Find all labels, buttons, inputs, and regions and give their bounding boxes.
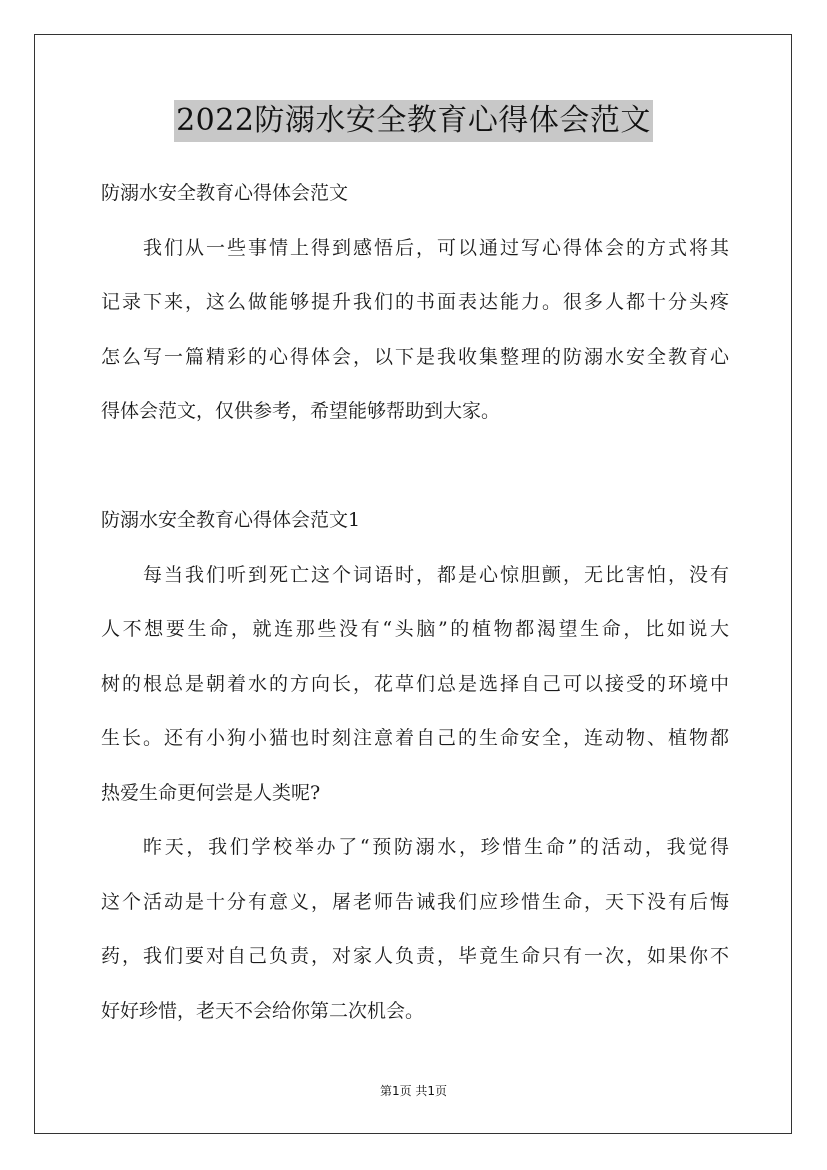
paragraph-first-line: 我们从一些事情上得到感悟后，可以通过写心得体会的方式将其	[143, 236, 729, 259]
text-line: 生长。还有小狗小猫也时刻注意着自己的生命安全，连动物、植物都	[101, 727, 729, 749]
text-line: 防溺水安全教育心得体会范文	[101, 182, 349, 204]
document-title: 2022防溺水安全教育心得体会范文	[174, 100, 653, 142]
text-line: 防溺水安全教育心得体会范文1	[101, 509, 361, 531]
document-body	[101, 166, 729, 1038]
text-line: 记录下来，这么做能够提升我们的书面表达能力。很多人都十分头疼	[101, 291, 729, 313]
blank-line	[101, 439, 729, 494]
paragraph-first-line: 每当我们听到死亡这个词语时，都是心惊胆颤，无比害怕，没有	[143, 563, 729, 586]
text-line: 怎么写一篇精彩的心得体会，以下是我收集整理的防溺水安全教育心	[101, 345, 729, 368]
text-line: 树的根总是朝着水的方向长，花草们总是选择自己可以接受的环境中	[101, 672, 729, 695]
paragraph-first-line: 昨天，我们学校举办了“预防溺水，珍惜生命”的活动，我觉得	[143, 836, 729, 858]
text-line: 这个活动是十分有意义，屠老师告诫我们应珍惜生命，天下没有后悔	[101, 890, 729, 913]
text-line: 药，我们要对自己负责，对家人负责，毕竟生命只有一次，如果你不	[101, 945, 729, 967]
text-line: 热爱生命更何尝是人类呢?	[101, 781, 321, 804]
page-footer: 第1页 共1页	[379, 1084, 448, 1098]
title-container	[0, 100, 827, 142]
text-line: 好好珍惜，老天不会给你第二次机会。	[101, 999, 425, 1022]
text-line: 得体会范文，仅供参考，希望能够帮助到大家。	[101, 400, 501, 422]
text-line: 人不想要生命，就连那些没有“头脑”的植物都渴望生命，比如说大	[101, 618, 729, 640]
